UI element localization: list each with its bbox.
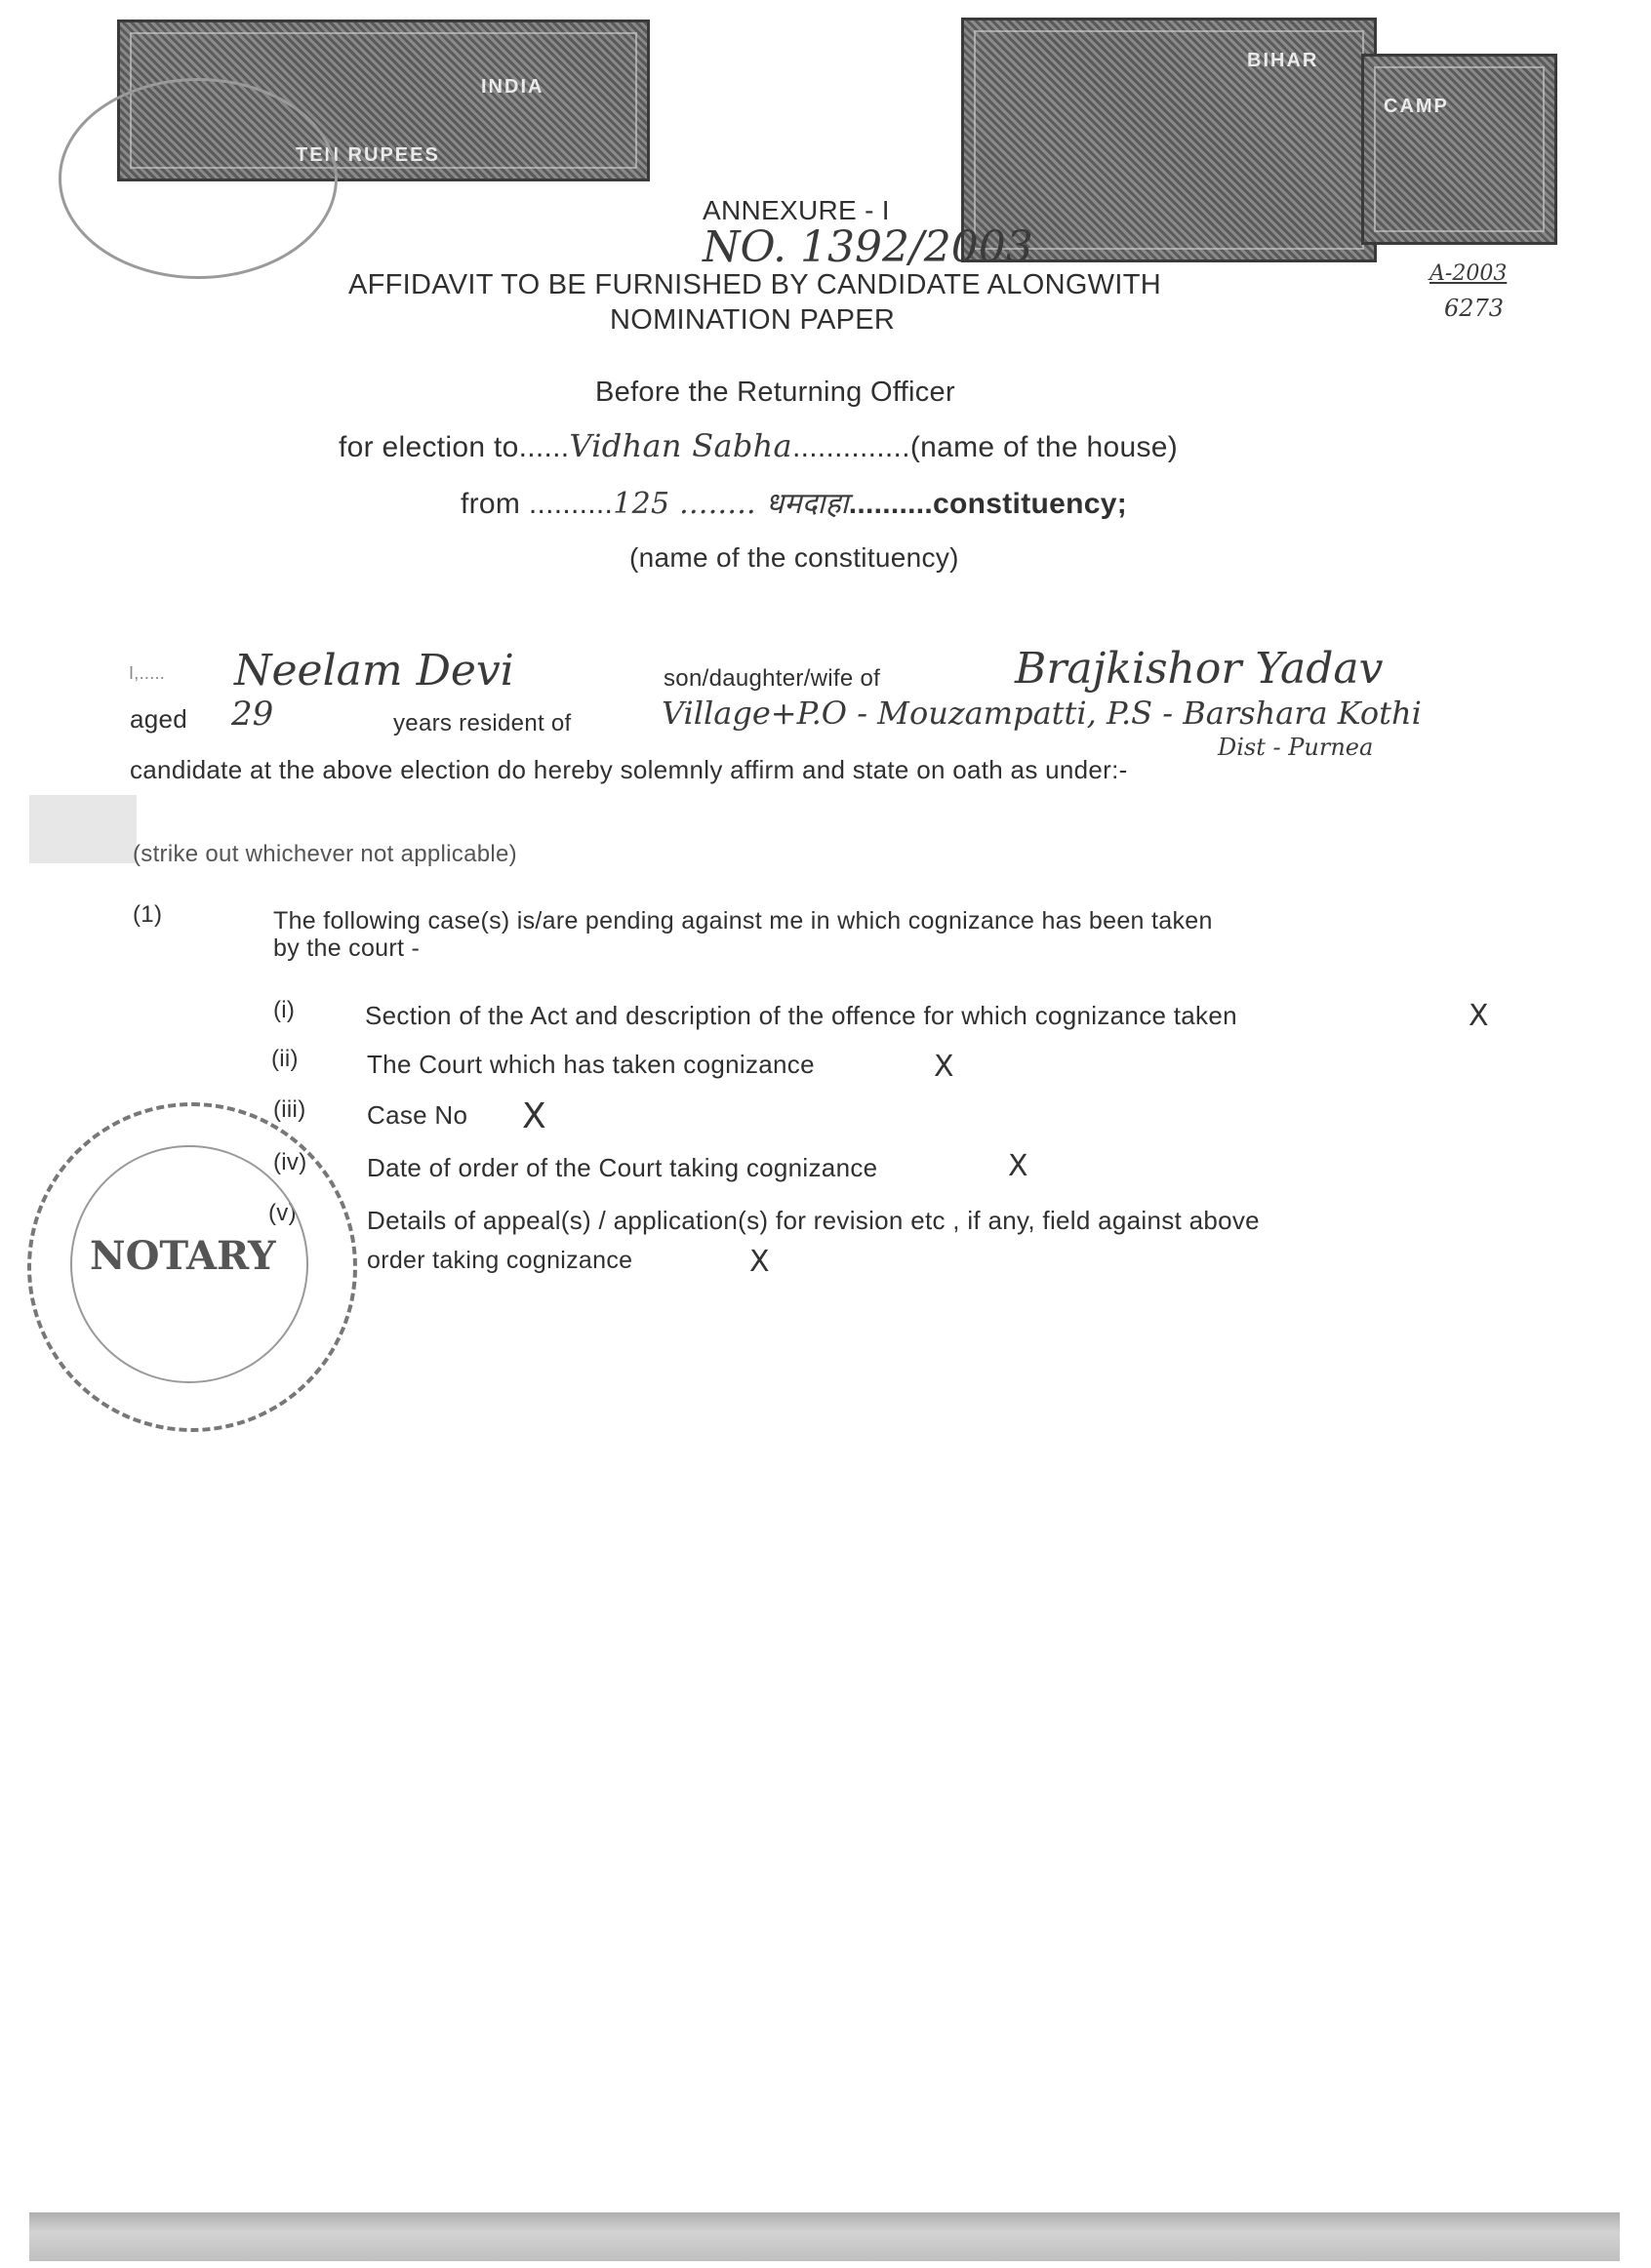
item-v-mark: X [749, 1245, 770, 1279]
constituency-handwritten: 125 ........ धमदाहा [613, 487, 849, 521]
father-name: Brajkishor Yadav [1015, 644, 1384, 694]
item-i-text: Section of the Act and description of the offence for which cognizance taken [365, 1001, 1237, 1030]
declarant-name: Neelam Devi [234, 646, 514, 696]
annexure-label: ANNEXURE - I [703, 195, 890, 225]
corner-note-1: A-2003 [1430, 261, 1508, 286]
item-v-num: (v) [268, 1200, 297, 1226]
clause-1-number: (1) [133, 901, 163, 928]
item-v-line2: order taking cognizance [367, 1247, 633, 1274]
item-ii-text: The Court which has taken cognizance [367, 1050, 815, 1079]
item-iii-num: (iii) [273, 1096, 306, 1123]
notary-seal-label: NOTARY [90, 1233, 276, 1279]
stamp-right-line1: BIHAR [1247, 50, 1319, 71]
district-handwritten: Dist - Purnea [1218, 734, 1374, 761]
stamp-seal-left [59, 78, 338, 279]
from-suffix: ..........constituency; [848, 488, 1127, 520]
item-ii-num: (ii) [271, 1046, 299, 1072]
address-handwritten: Village+P.O - Mouzampatti, P.S - Barshara Kothi [662, 695, 1422, 732]
constituency-note: (name of the constituency) [629, 542, 959, 573]
relation-label: son/daughter/wife of [664, 665, 881, 692]
item-iv-mark: X [1008, 1149, 1028, 1183]
election-house-handwritten: Vidhan Sabha [569, 427, 792, 464]
item-i-num: (i) [273, 997, 296, 1023]
stamp-left-line2: TEN RUPEES [296, 144, 440, 166]
registration-number: NO. 1392/2003 [703, 222, 1033, 272]
item-iii-mark: X [522, 1096, 546, 1136]
clause-1-line2: by the court - [273, 935, 421, 962]
affidavit-title-line2: NOMINATION PAPER [610, 304, 896, 336]
resident-label: years resident of [393, 710, 572, 736]
i-label: I,..... [129, 663, 166, 683]
election-suffix: ..............(name of the house) [791, 431, 1179, 463]
stamp-right-line2: CAMP [1384, 96, 1449, 117]
aged-label: aged [130, 704, 188, 734]
corner-note-2: 6273 [1444, 295, 1505, 322]
age-value: 29 [231, 695, 274, 734]
affidavit-title-line1: AFFIDAVIT TO BE FURNISHED BY CANDIDATE ALONGWITH [348, 269, 1161, 300]
item-v-text: Details of appeal(s) / application(s) for revision etc , if any, field against above [367, 1206, 1260, 1235]
item-i-mark: X [1469, 999, 1489, 1033]
from-line [461, 482, 1127, 522]
stamp-left-line1: INDIA [481, 76, 544, 98]
election-line [339, 427, 1178, 464]
returning-officer-heading: Before the Returning Officer [595, 377, 955, 408]
from-prefix: from .......... [461, 488, 614, 520]
notary-seal [27, 1102, 357, 1432]
item-ii-mark: X [934, 1050, 954, 1084]
scan-edge-artifact [29, 2212, 1620, 2261]
item-iv-num: (iv) [273, 1149, 307, 1175]
strike-out-note: (strike out whichever not applicable) [133, 841, 517, 867]
stamp-paper-right-2 [1361, 54, 1557, 245]
oath-statement: candidate at the above election do hereby solemnly affirm and state on oath as under:- [130, 755, 1128, 784]
item-iv-text: Date of order of the Court taking cognizance [367, 1153, 878, 1182]
smudge [29, 795, 137, 863]
election-prefix: for election to...... [339, 431, 570, 463]
item-iii-text: Case No [367, 1100, 468, 1130]
clause-1-line1: The following case(s) is/are pending against me in which cognizance has been taken [273, 907, 1213, 935]
